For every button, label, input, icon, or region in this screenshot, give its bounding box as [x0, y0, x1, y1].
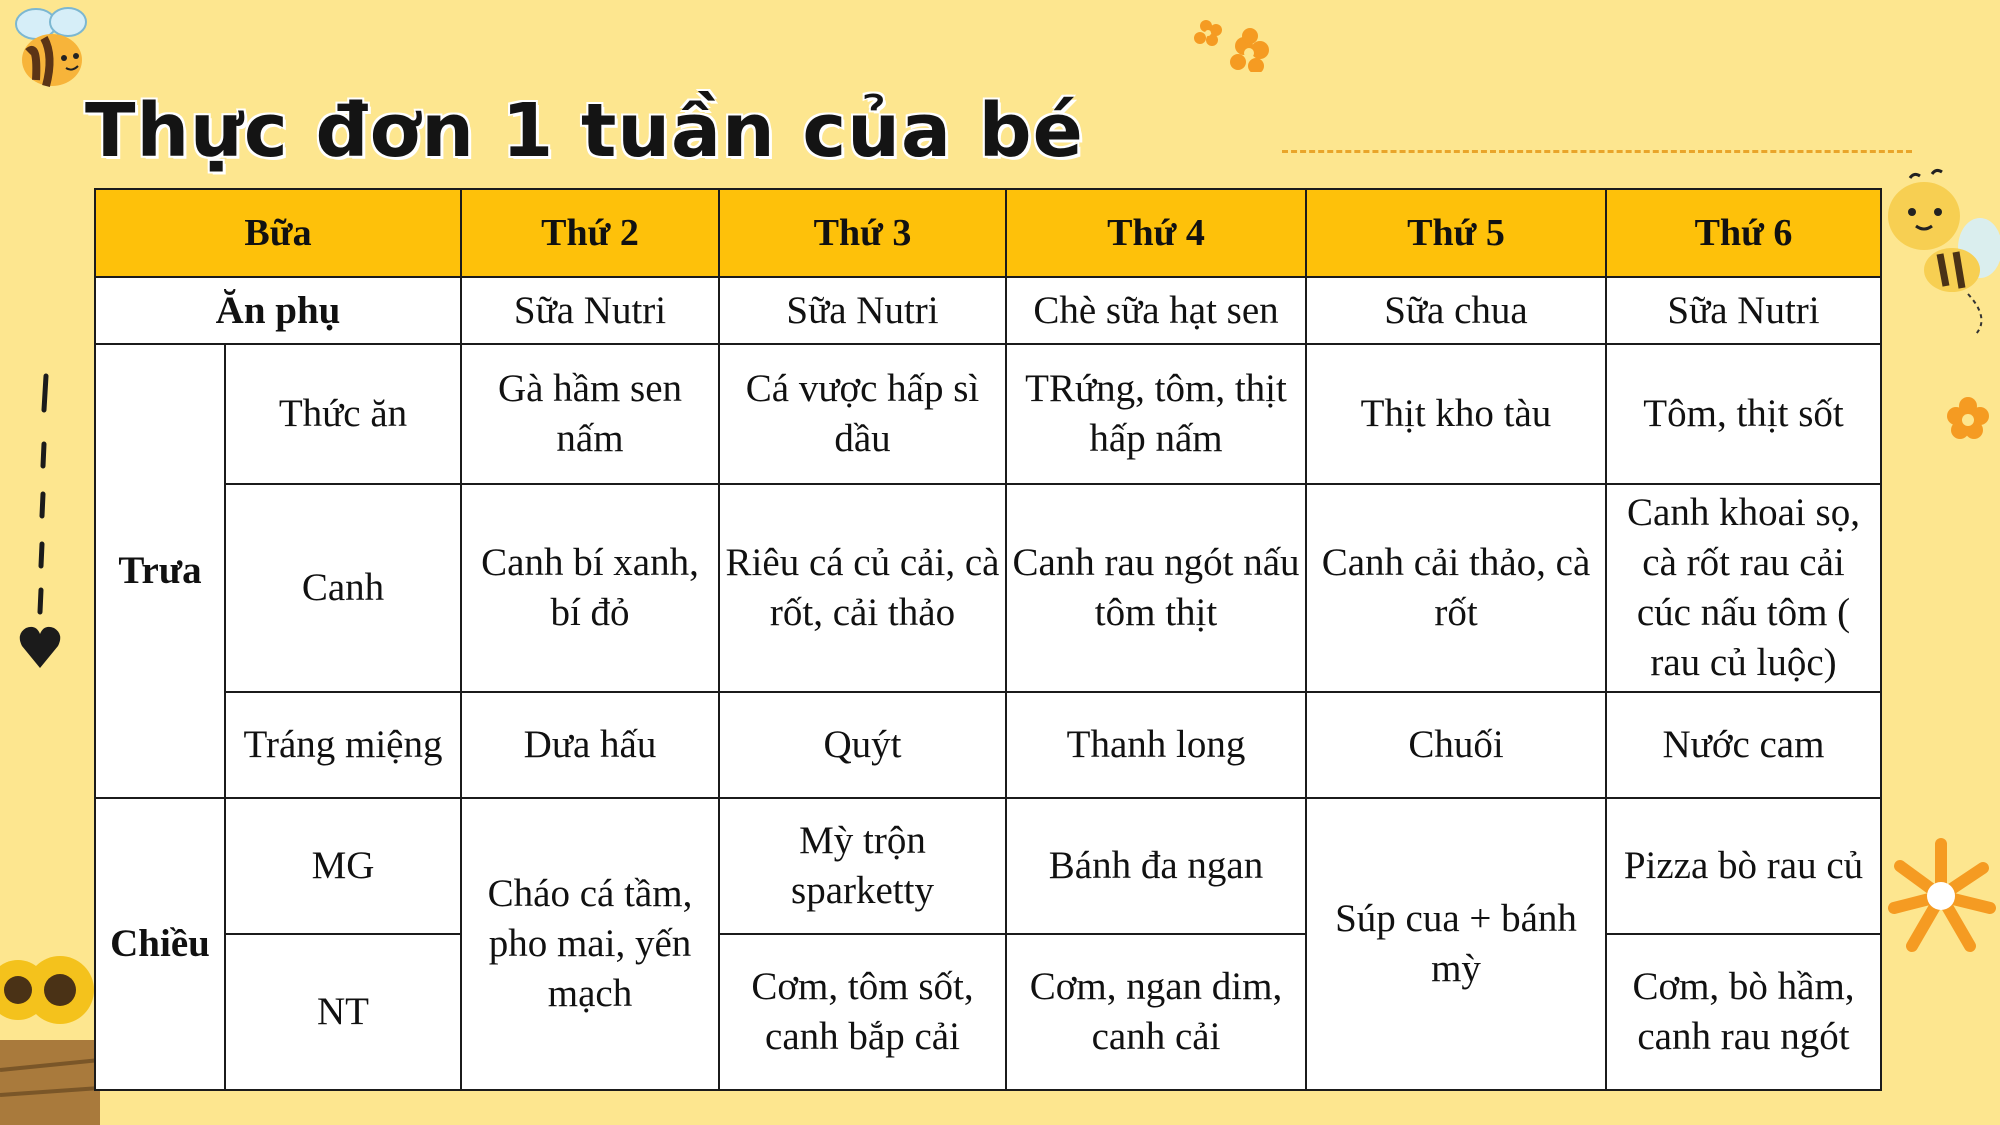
table-cell: Canh cải thảo, cà rốt [1306, 484, 1606, 692]
table-cell: Pizza bò rau củ [1606, 798, 1881, 934]
row-label-mg: MG [225, 798, 461, 934]
table-cell: Canh rau ngót nấu tôm thịt [1006, 484, 1306, 692]
flower-icon [1192, 16, 1282, 72]
table-cell: Cháo cá tầm, pho mai, yến mạch [461, 798, 719, 1090]
table-cell: Súp cua + bánh mỳ [1306, 798, 1606, 1090]
table-cell: Mỳ trộn sparketty [719, 798, 1006, 934]
table-row [95, 484, 1881, 692]
table-cell: Sữa Nutri [1606, 277, 1881, 344]
header-day: Thứ 5 [1306, 189, 1606, 277]
header-day: Thứ 3 [719, 189, 1006, 277]
table-cell: Gà hầm sen nấm [461, 344, 719, 484]
table-cell: Tôm, thịt sốt [1606, 344, 1881, 484]
table-cell: Chè sữa hạt sen [1006, 277, 1306, 344]
table-cell: Quýt [719, 692, 1006, 798]
bee-icon [1880, 168, 2000, 338]
table-cell: TRứng, tôm, thịt hấp nấm [1006, 344, 1306, 484]
row-label-snack: Ăn phụ [95, 277, 461, 344]
row-label-afternoon: Chiều [95, 798, 225, 1090]
row-label-lunch: Trưa [95, 344, 225, 798]
table-cell: Sữa Nutri [461, 277, 719, 344]
table-cell: Thịt kho tàu [1306, 344, 1606, 484]
decorative-dash-line [1282, 150, 1912, 153]
table-cell: Cá vược hấp sì dầu [719, 344, 1006, 484]
table-header-row [95, 189, 1881, 277]
row-label-dessert: Tráng miệng [225, 692, 461, 798]
table-row [95, 692, 1881, 798]
table-row [95, 934, 1881, 1090]
table-row [95, 344, 1881, 484]
table-cell: Sữa Nutri [719, 277, 1006, 344]
table-cell: Dưa hấu [461, 692, 719, 798]
row-label-nt: NT [225, 934, 461, 1090]
header-day: Thứ 4 [1006, 189, 1306, 277]
table-cell: Chuối [1306, 692, 1606, 798]
table-cell: Canh khoai sọ, cà rốt rau cải cúc nấu tôm ( rau củ luộc) [1606, 484, 1881, 692]
table-cell: Sữa chua [1306, 277, 1606, 344]
header-day: Thứ 2 [461, 189, 719, 277]
row-label-food: Thức ăn [225, 344, 461, 484]
table-cell: Canh bí xanh, bí đỏ [461, 484, 719, 692]
table-cell: Riêu cá củ cải, cà rốt, cải thảo [719, 484, 1006, 692]
header-meal: Bữa [95, 189, 461, 277]
sunflower-icon [1886, 836, 1996, 966]
flower-icon [1946, 396, 1990, 440]
table-cell: Nước cam [1606, 692, 1881, 798]
weekly-menu-table [94, 188, 1882, 1091]
row-label-soup: Canh [225, 484, 461, 692]
table-cell: Cơm, ngan dim, canh cải [1006, 934, 1306, 1090]
page-title: Thực đơn 1 tuần của bé [85, 88, 1084, 174]
table-row [95, 277, 1881, 344]
table-row [95, 798, 1881, 934]
table-cell: Cơm, tôm sốt, canh bắp cải [719, 934, 1006, 1090]
table-cell: Cơm, bò hầm, canh rau ngót [1606, 934, 1881, 1090]
header-day: Thứ 6 [1606, 189, 1881, 277]
table-cell: Thanh long [1006, 692, 1306, 798]
table-cell: Bánh đa ngan [1006, 798, 1306, 934]
bee-icon [6, 2, 98, 94]
heart-icon [14, 368, 64, 678]
